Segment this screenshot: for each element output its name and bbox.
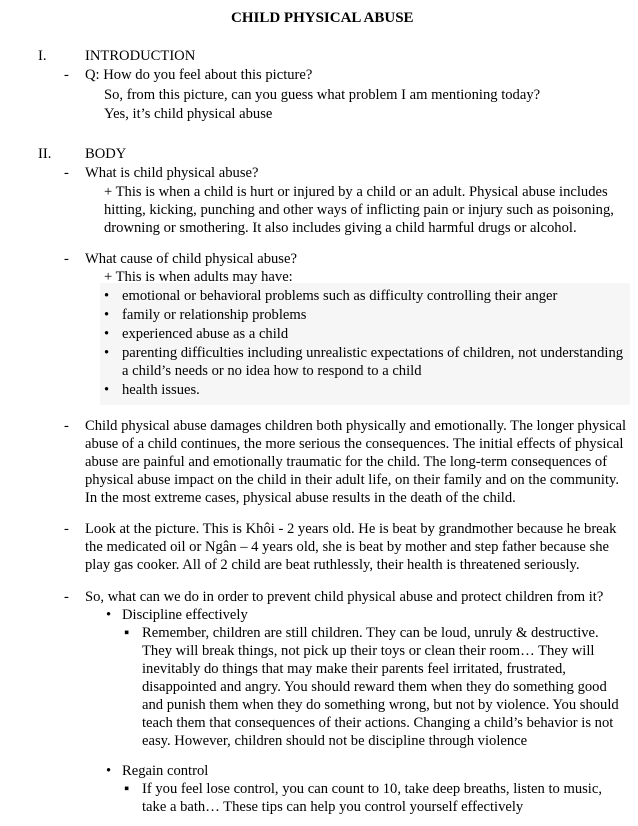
picture-line: the medicated oil or Ngân – 4 years old, she is beat by mother and step father because she [85, 539, 609, 555]
discipline-heading: Discipline effectively [122, 607, 248, 623]
discipline-line: and punish them when they do something wrong, but not by violence. You should [142, 697, 619, 713]
section-heading-intro: INTRODUCTION [85, 48, 196, 64]
regain-line: If you feel lose control, you can count to 10, take deep breaths, listen to music, [142, 781, 602, 797]
damage-line: Child physical abuse damages children both physically and emotionally. The longer physical [85, 418, 627, 434]
picture-line: play gas cooker. All of 2 child are beat ruthlessly, their health is threatened seriously. [85, 557, 580, 573]
damage-line: abuse are painful and emotionally traumatic for the child. The long-term consequences of [85, 454, 608, 470]
regain-heading: Regain control [122, 763, 209, 779]
what-line: + This is when a child is hurt or injured by a child or an adult. Physical abuse includes [104, 184, 608, 200]
intro-question: Q: How do you feel about this picture? [85, 67, 313, 83]
page-title: CHILD PHYSICAL ABUSE [231, 10, 414, 26]
bullet-icon: • [104, 326, 110, 342]
prevent-question: So, what can we do in order to prevent child physical abuse and protect children from it? [85, 589, 604, 605]
intro-line: Yes, it’s child physical abuse [104, 106, 273, 122]
damage-line: In the most extreme cases, physical abuse results in the death of the child. [85, 490, 516, 506]
cause-question: What cause of child physical abuse? [85, 251, 297, 267]
discipline-line: teach them that consequences of their actions. Changing a child’s behavior is not [142, 715, 614, 731]
what-line: drowning or smothering. It also includes giving a child harmful drugs or alcohol. [104, 220, 577, 236]
dash-picture: - [64, 521, 69, 537]
dash-prevent: - [64, 589, 69, 605]
bullet-icon: • [104, 345, 110, 361]
section-numeral-intro: I. [38, 48, 47, 64]
cause-intro: + This is when adults may have: [104, 269, 293, 285]
bullet-icon: • [104, 288, 110, 304]
what-question: What is child physical abuse? [85, 165, 259, 181]
square-bullet-icon: ▪ [124, 625, 130, 641]
section-heading-body: BODY [85, 146, 127, 162]
bullet-icon: • [106, 607, 112, 623]
square-bullet-icon: ▪ [124, 781, 130, 797]
picture-line: Look at the picture. This is Khôi - 2 years old. He is beat by grandmother because he break [85, 521, 617, 537]
damage-line: physical abuse impact on the child in their adult life, on their family and on the community. [85, 472, 620, 488]
cause-item: a child’s needs or no idea how to respond to a child [122, 363, 422, 379]
section-numeral-body: II. [38, 146, 52, 162]
intro-line: So, from this picture, can you guess what problem I am mentioning today? [104, 87, 541, 103]
bullet-icon: • [106, 763, 112, 779]
discipline-line: They will break things, not pick up their toys or clean their room… They will [142, 643, 595, 659]
damage-line: abuse of a child continues, the more serious the consequences. The initial effects of physical [85, 436, 624, 452]
dash-what: - [64, 165, 69, 181]
cause-item: experienced abuse as a child [122, 326, 289, 342]
regain-line: take a bath… These tips can help you control yourself effectively [142, 799, 524, 815]
discipline-line: disappointed and angry. You should reward them when they do something good [142, 679, 607, 695]
cause-item: family or relationship problems [122, 307, 307, 323]
discipline-line: Remember, children are still children. They can be loud, unruly & destructive. [142, 625, 599, 641]
discipline-line: easy. However, children should not be discipline through violence [142, 733, 528, 749]
dash-cause: - [64, 251, 69, 267]
bullet-icon: • [104, 307, 110, 323]
what-line: hitting, kicking, punching and other ways of inflicting pain or injury such as poisoning, [104, 202, 614, 218]
dash-intro: - [64, 67, 69, 83]
cause-item: emotional or behavioral problems such as difficulty controlling their anger [122, 288, 558, 304]
cause-item: health issues. [122, 382, 200, 398]
discipline-line: inevitably do things that may make their parents feel irritated, frustrated, [142, 661, 566, 677]
dash-damage: - [64, 418, 69, 434]
cause-item: parenting difficulties including unrealistic expectations of children, not understanding [122, 345, 624, 361]
bullet-icon: • [104, 382, 110, 398]
